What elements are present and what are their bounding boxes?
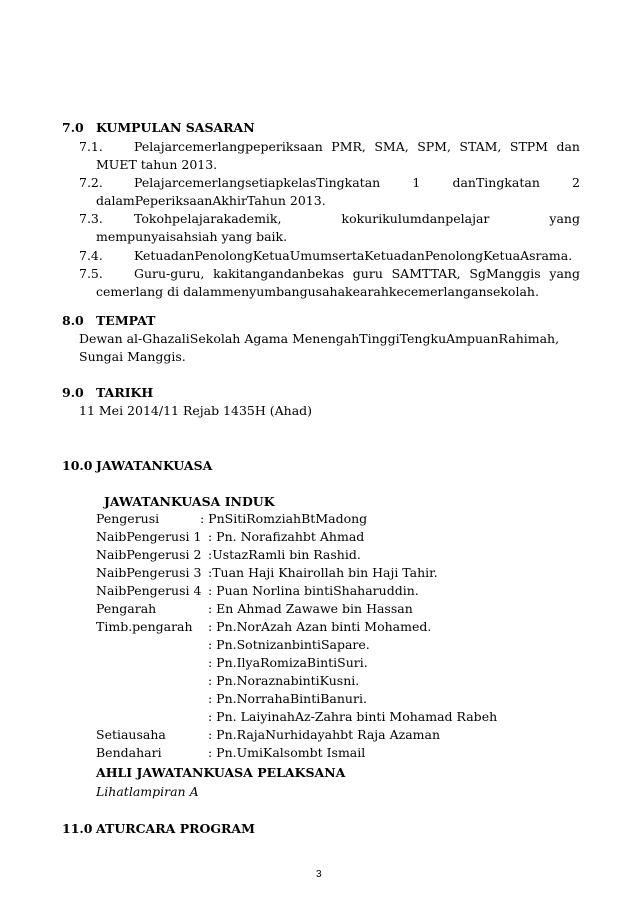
word: 1 bbox=[412, 175, 421, 190]
word: PelajarcemerlangsetiapkelasTingkatan bbox=[134, 175, 381, 190]
word: danTingkatan bbox=[452, 175, 540, 190]
member: :UstazRamli bin Rashid. bbox=[208, 547, 361, 562]
member: : Pn.NorrahaBintiBanuri. bbox=[208, 691, 367, 706]
role: Bendahari bbox=[96, 745, 162, 760]
section-11-heading: ATURCARA PROGRAM bbox=[96, 821, 255, 836]
word: STAM, bbox=[459, 139, 502, 154]
word: dan bbox=[556, 139, 580, 154]
word: SPM, bbox=[417, 139, 451, 154]
venue-line2: Sungai Manggis. bbox=[79, 349, 186, 364]
word: SAMTTAR, bbox=[391, 266, 461, 281]
venue-line1: Dewan al-GhazaliSekolah Agama MenengahTinggiTengkuAmpuanRahimah, bbox=[79, 331, 560, 346]
member: : Pn.RajaNurhidayahbt Raja Azaman bbox=[208, 727, 441, 742]
role: NaibPengerusi 2 bbox=[96, 547, 202, 562]
item-7-2-number: 7.2. bbox=[79, 175, 103, 190]
word: SMA, bbox=[374, 139, 409, 154]
section-10-heading: JAWATANKUASA bbox=[96, 458, 213, 473]
item-7-3-number: 7.3. bbox=[79, 211, 103, 226]
word: STPM bbox=[509, 139, 548, 154]
member: : Pn. Norafizahbt Ahmad bbox=[208, 529, 365, 544]
word: SgManggis bbox=[469, 266, 541, 281]
role: Setiausaha bbox=[96, 727, 166, 742]
member: : Pn.UmiKalsombt Ismail bbox=[208, 745, 366, 760]
item-7-5-line1 bbox=[134, 266, 580, 281]
member: : Pn.SotnizanbintiSapare. bbox=[208, 637, 370, 652]
member: : PnSitiRomziahBtMadong bbox=[200, 511, 368, 526]
pelaksana-note: Lihatlampiran A bbox=[96, 784, 199, 799]
item-7-4-line1: KetuadanPenolongKetuaUmumsertaKetuadanPenolongKetuaAsrama. bbox=[134, 248, 573, 263]
item-7-5-number: 7.5. bbox=[79, 266, 103, 281]
word: kokurikulumdanpelajar bbox=[341, 211, 490, 226]
induk-heading: JAWATANKUASA INDUK bbox=[104, 494, 275, 509]
section-10-number: 10.0 bbox=[62, 458, 93, 473]
section-8-heading: TEMPAT bbox=[96, 313, 156, 328]
word: 2 bbox=[572, 175, 580, 190]
member: :Tuan Haji Khairollah bin Haji Tahir. bbox=[208, 565, 438, 580]
word: Pelajarcemerlangpeperiksaan bbox=[134, 139, 323, 154]
member: : En Ahmad Zawawe bin Hassan bbox=[208, 601, 413, 616]
section-8-number: 8.0 bbox=[62, 313, 84, 328]
role: NaibPengerusi 1 bbox=[96, 529, 202, 544]
member: : Pn. LaiyinahAz-Zahra binti Mohamad Rabeh bbox=[208, 709, 498, 724]
word: Tokohpelajarakademik, bbox=[134, 211, 282, 226]
word: guru bbox=[352, 266, 383, 281]
word: PMR, bbox=[331, 139, 366, 154]
role: NaibPengerusi 3 bbox=[96, 565, 202, 580]
date-line: 11 Mei 2014/11 Rejab 1435H (Ahad) bbox=[79, 403, 313, 418]
section-9-heading: TARIKH bbox=[96, 385, 154, 400]
item-7-1-line2: MUET tahun 2013. bbox=[96, 157, 218, 172]
item-7-1-number: 7.1. bbox=[79, 139, 103, 154]
role: NaibPengerusi 4 bbox=[96, 583, 202, 598]
word: Guru-guru, bbox=[134, 266, 205, 281]
role: Timb.pengarah bbox=[96, 619, 193, 634]
member: : Pn.IlyaRomizaBintiSuri. bbox=[208, 655, 368, 670]
member: : Pn.NorAzah Azan binti Mohamed. bbox=[208, 619, 432, 634]
member: : Puan Norlina bintiShaharuddin. bbox=[208, 583, 419, 598]
page-number: 3 bbox=[316, 869, 322, 880]
role: Pengarah bbox=[96, 601, 157, 616]
member: : Pn.NoraznabintiKusni. bbox=[208, 673, 360, 688]
section-7-heading: KUMPULAN SASARAN bbox=[96, 120, 255, 135]
item-7-3-line2: mempunyaisahsiah yang baik. bbox=[96, 229, 288, 244]
word: yang bbox=[549, 266, 580, 281]
item-7-3-line1 bbox=[134, 211, 580, 226]
word: yang bbox=[549, 211, 580, 226]
section-7-number: 7.0 bbox=[62, 120, 84, 135]
section-9-number: 9.0 bbox=[62, 385, 84, 400]
item-7-1-line1 bbox=[134, 139, 580, 154]
item-7-5-line2: cemerlang di dalammenyumbangusahakearahkecemerlangansekolah. bbox=[96, 284, 539, 299]
item-7-4-number: 7.4. bbox=[79, 248, 103, 263]
item-7-2-line1 bbox=[134, 175, 580, 190]
section-11-number: 11.0 bbox=[62, 821, 93, 836]
word: kakitangandanbekas bbox=[213, 266, 345, 281]
role: Pengerusi bbox=[96, 511, 160, 526]
pelaksana-heading: AHLI JAWATANKUASA PELAKSANA bbox=[96, 765, 346, 780]
item-7-2-line2: dalamPeperiksaanAkhirTahun 2013. bbox=[96, 193, 326, 208]
